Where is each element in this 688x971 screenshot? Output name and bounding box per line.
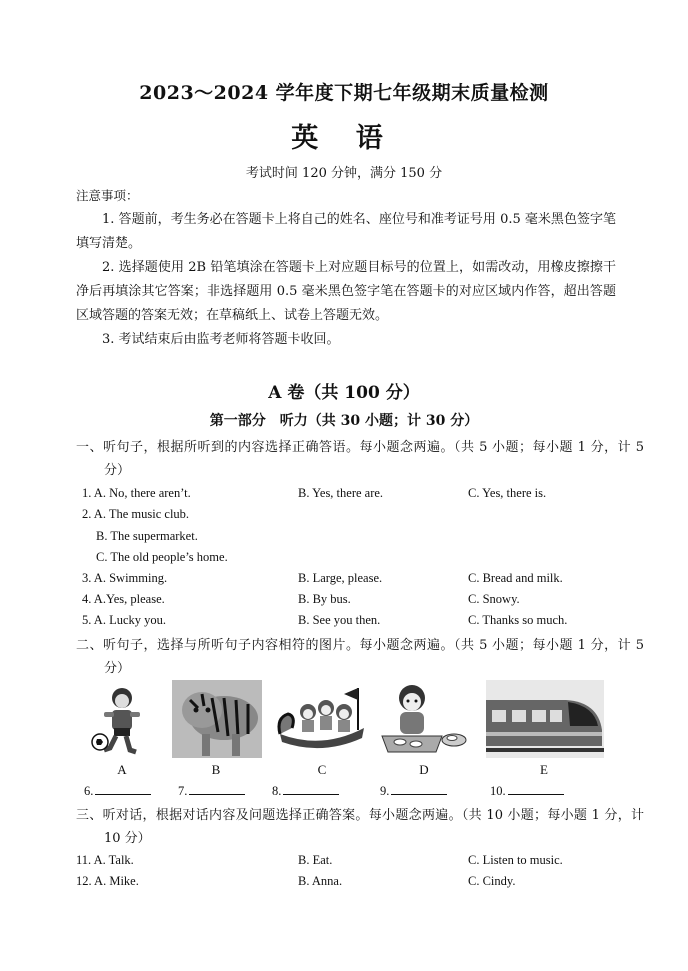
q2-heading: 二、听句子，选择与所听句子内容相符的图片。每小题念两遍。（共 5 小题；每小题 1 分，计 5 分） bbox=[76, 638, 644, 676]
answer-blank-7 bbox=[178, 782, 245, 799]
q2-option-b: B. The supermarket. bbox=[96, 529, 198, 543]
q5-option-c: C. Thanks so much. bbox=[468, 613, 568, 627]
q2-option-c: C. The old people’s home. bbox=[96, 550, 228, 564]
q1-heading: 一、听句子，根据所听到的内容选择正确答语。每小题念两遍。（共 5 小题；每小题 1 分，计 5 分） bbox=[76, 440, 644, 478]
q12-option-c: C. Cindy. bbox=[468, 874, 516, 888]
answer-blank-8-number: 8. bbox=[272, 784, 282, 798]
dragon-boat-icon bbox=[274, 684, 370, 754]
question-5 bbox=[82, 613, 622, 634]
picture-label-d: D bbox=[419, 762, 429, 777]
boy-playing-soccer-icon bbox=[88, 684, 150, 756]
picture-label-a: A bbox=[117, 762, 127, 777]
q5-option-b: B. See you then. bbox=[298, 613, 381, 627]
note-item-1: 1. 答题前，考生务必在答题卡上将自己的姓名、座位号和准考证号用 0.5 毫米黑色签字笔填写清楚。 bbox=[76, 212, 616, 251]
note-item-3: 3. 考试结束后由监考老师将答题卡收回。 bbox=[102, 332, 340, 347]
q12-option-a: 12. A. Mike. bbox=[76, 874, 139, 888]
q4-option-c: C. Snowy. bbox=[468, 592, 520, 606]
answer-line bbox=[391, 782, 447, 795]
answer-blank-6 bbox=[84, 782, 151, 799]
q1-option-a: 1. A. No, there aren’t. bbox=[82, 486, 191, 500]
q11-option-c: C. Listen to music. bbox=[468, 853, 563, 867]
picture-label-e: E bbox=[540, 762, 548, 777]
answer-line bbox=[508, 782, 564, 795]
answer-blank-7-number: 7. bbox=[178, 784, 188, 798]
question-1 bbox=[82, 486, 622, 507]
exam-title: 2023～2024 学年度下期七年级期末质量检测 bbox=[139, 82, 549, 104]
question-3 bbox=[82, 571, 622, 592]
q3-option-b: B. Large, please. bbox=[298, 571, 383, 585]
note-item-2: 2. 选择题使用 2B 铅笔填涂在答题卡上对应题目标号的位置上，如需改动，用橡皮擦擦干净后再填涂其它答案；非选择题用 0.5 毫米黑色签字笔在答题卡的对应区域内作答，超出答题区域答题的答案无效；在草稿纸上、试卷上答题无效。 bbox=[76, 260, 616, 323]
q4-option-b: B. By bus. bbox=[298, 592, 351, 606]
q11-option-a: 11. A. Talk. bbox=[76, 853, 134, 867]
q11-option-b: B. Eat. bbox=[298, 853, 333, 867]
picture-label-c: C bbox=[317, 762, 327, 777]
answer-line bbox=[283, 782, 339, 795]
tiger-icon bbox=[172, 680, 262, 758]
question-2 bbox=[82, 507, 622, 528]
q3-option-c: C. Bread and milk. bbox=[468, 571, 563, 585]
answer-line bbox=[95, 782, 151, 795]
answer-line bbox=[189, 782, 245, 795]
answer-blank-6-number: 6. bbox=[84, 784, 94, 798]
q3-option-a: 3. A. Swimming. bbox=[82, 571, 168, 585]
high-speed-train-icon bbox=[486, 680, 604, 758]
question-11 bbox=[76, 853, 616, 874]
answer-blank-10-number: 10. bbox=[490, 784, 506, 798]
answer-blank-10 bbox=[490, 782, 564, 799]
exam-time: 考试时间 120 分钟，满分 150 分 bbox=[245, 166, 443, 181]
q1-option-b: B. Yes, there are. bbox=[298, 486, 384, 500]
answer-blank-9-number: 9. bbox=[380, 784, 390, 798]
q3-heading: 三、听对话，根据对话内容及问题选择正确答案。每小题念两遍。（共 10 小题；每小题 1 分，计 10 分） bbox=[76, 808, 644, 846]
part1-title: 第一部分 听力（共 30 小题；计 30 分） bbox=[209, 413, 479, 429]
q1-option-c: C. Yes, there is. bbox=[468, 486, 547, 500]
notes-heading: 注意事项： bbox=[76, 188, 139, 203]
answer-blank-9 bbox=[380, 782, 447, 799]
q12-option-b: B. Anna. bbox=[298, 874, 343, 888]
q2-option-a: 2. A. The music club. bbox=[82, 507, 190, 521]
question-4 bbox=[82, 592, 622, 613]
answer-blank-8 bbox=[272, 782, 339, 799]
girl-making-dumplings-icon bbox=[378, 682, 468, 756]
q5-option-a: 5. A. Lucky you. bbox=[82, 613, 167, 627]
picture-label-b: B bbox=[211, 762, 221, 777]
section-a-title: A 卷（共 100 分） bbox=[268, 383, 420, 403]
question-12 bbox=[76, 874, 616, 895]
subject-title: 英 语 bbox=[291, 123, 397, 154]
q4-option-a: 4. A.Yes, please. bbox=[82, 592, 165, 606]
